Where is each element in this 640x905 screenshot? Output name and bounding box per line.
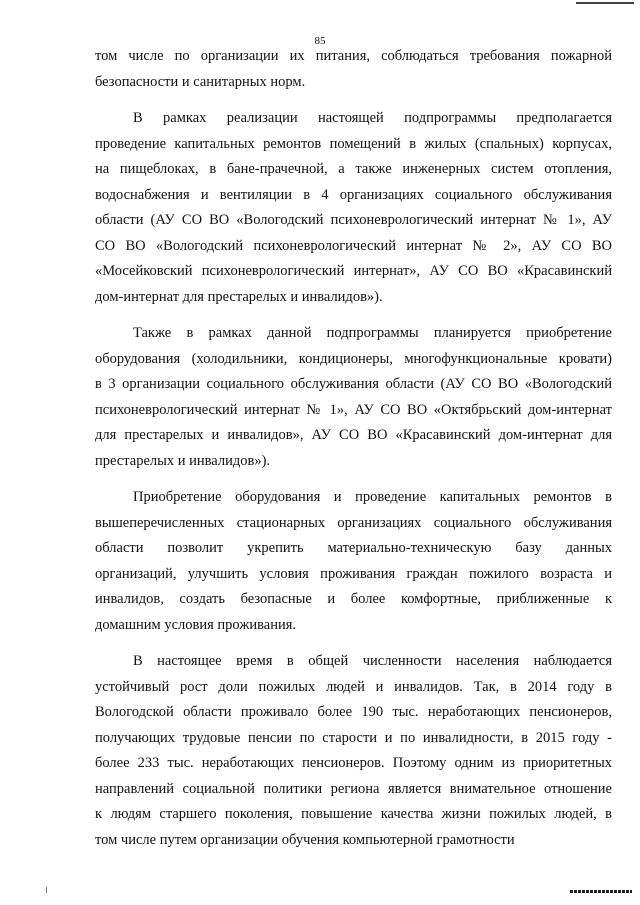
scan-edge-mark-top [576, 2, 634, 4]
text-line: для престарелых и инвалидов», АУ СО ВО «Красавинский дом-интернат для [95, 427, 612, 443]
document-body [95, 44, 612, 853]
text-line: дом-интернат для престарелых и инвалидов»). [95, 288, 383, 305]
paragraph-gap [95, 638, 612, 649]
text-line: «Мосейковский психоневрологический интернат», АУ СО ВО «Красавинский [95, 263, 612, 279]
text-line: СО ВО «Вологодский психоневрологический интернат № 2», АУ СО ВО [95, 237, 612, 254]
text-line: области (АУ СО ВО «Вологодский психоневрологический интернат № 1», АУ [95, 212, 612, 228]
paragraph [95, 321, 612, 474]
text-line: В рамках реализации настоящей подпрограммы предполагается [133, 110, 612, 126]
page-number: 85 [314, 35, 326, 47]
paragraph [95, 649, 612, 853]
text-line: престарелых и инвалидов»). [95, 452, 271, 469]
text-line: более 233 тыс. неработающих пенсионеров. Поэтому одним из приоритетных [95, 755, 612, 771]
text-line: области позволит укрепить материально-техническую базу данных [95, 540, 612, 556]
text-line: проведение капитальных ремонтов помещений в жилых (спальных) корпусах, [95, 135, 612, 152]
text-line: инвалидов, создать безопасные и более комфортные, приближенные к [95, 591, 612, 607]
text-line: к людям старшего поколения, повышение качества жизни пожилых людей, в [95, 806, 612, 822]
text-line: оборудования (холодильники, кондиционеры, многофункциональные кровати) [95, 350, 612, 367]
text-line: Также в рамках данной подпрограммы планируется приобретение [133, 325, 612, 341]
text-line: организаций, улучшить условия проживания граждан пожилого возраста и [95, 565, 612, 582]
text-line: получающих трудовые пенсии по старости и по инвалидности, в 2015 году - [95, 729, 612, 746]
text-line: направлений социальной политики региона является внимательное отношение [95, 780, 612, 797]
text-line: безопасности и санитарных норм. [95, 73, 306, 90]
paragraph-gap [95, 474, 612, 485]
text-line: домашним условия проживания. [95, 616, 297, 633]
paragraph [95, 106, 612, 310]
text-line: в 3 организации социального обслуживания области (АУ СО ВО «Вологодский [95, 376, 612, 392]
scan-edge-mark-bottom [570, 890, 632, 893]
text-line: том числе путем организации обучения компьютерной грамотности [95, 831, 515, 848]
scan-edge-dot [46, 887, 47, 893]
text-line: том числе по организации их питания, соблюдаться требования пожарной [95, 48, 612, 64]
text-line: вышеперечисленных стационарных организациях социального обслуживания [95, 514, 612, 531]
text-line: психоневрологический интернат № 1», АУ СО ВО «Октябрьский дом-интернат [95, 401, 612, 418]
text-line: Приобретение оборудования и проведение капитальных ремонтов в [133, 489, 612, 505]
text-line: устойчивый рост доли пожилых людей и инвалидов. Так, в 2014 году в [95, 678, 612, 695]
paragraph-gap [95, 310, 612, 321]
text-line: на пищеблоках, в бане-прачечной, а также инженерных систем отопления, [95, 161, 612, 177]
text-line: водоснабжения и вентиляции в 4 организациях социального обслуживания [95, 186, 612, 203]
text-line: Вологодской области проживало более 190 тыс. неработающих пенсионеров, [95, 704, 612, 720]
paragraph [95, 44, 612, 95]
text-line: В настоящее время в общей численности населения наблюдается [133, 653, 612, 669]
paragraph-gap [95, 95, 612, 106]
paragraph [95, 485, 612, 638]
